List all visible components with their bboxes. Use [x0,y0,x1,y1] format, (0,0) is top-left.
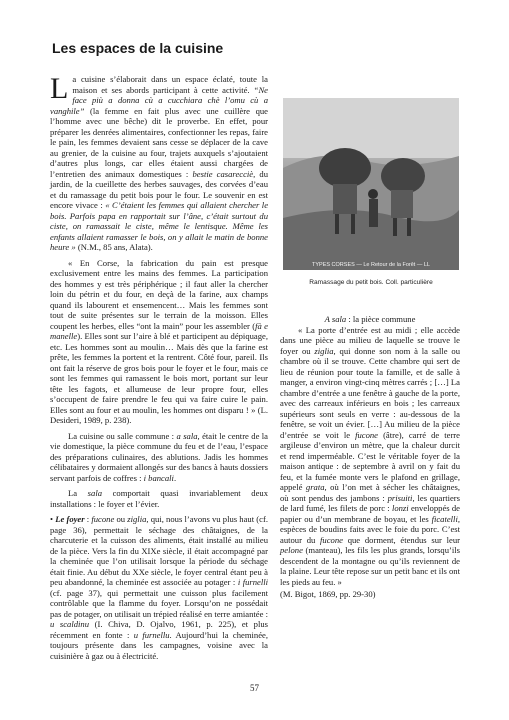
quote-reference: (M. Bigot, 1869, pp. 29-30) [280,589,376,599]
paragraph-quote-desideri: « En Corse, la fabrication du pain est presque exclusivement entre les mains des femmes. La participation des hommes y est très périphérique ; il faut aller la chercher loin du pétrin et du four, en deçà de la farine, aux champs quand ils labourent et ensemencent… Mais les femmes sont tout de suite présentes sur le terrain de la moisson. Elles coupent les herbes, elles “ont la main” pour les assembler (fà e manelle). Elles sont sur l’aire à blé et participent au dépiquage, etc. Les hommes sont au moulin… Mais dès que la farine est prête, les femmes la portent et la rentrent. Côté four, pareil. Ils ont fait la réserve de gros bois pour le foyer et le four, mais ce sont les femmes qui ramassent le bois mort, portant sur leur tête les fagots, et allumeuse de leur propre four, elles s’occupent de faire prendre le feu qui va faire cuire le pain. Elles sont au four et au moulin, les hommes ont disparu ! » (L. Desideri, 1989, p. 238). [50,257,268,425]
photo-caption: Ramassage du petit bois. Coll. particulière [309,279,433,286]
historical-photo [283,98,459,270]
left-column [50,74,268,661]
sidebar-subtitle: A sala : la pièce commune [324,314,416,324]
photo-illustration [283,98,459,270]
right-column [280,314,460,600]
drop-cap: L [50,72,69,105]
paragraph-installations: La sala comportait quasi invariablement deux installations : le foyer et l’évier. [50,488,268,509]
page-title: Les espaces de la cuisine [52,40,224,56]
paragraph-intro: La cuisine s’élaborait dans un espace éclaté, toute la maison et ses abords participant à cette activité. “Ne face più a donna cù a cucchiara chè l’omu cù a vanghile” (la femme en fait plus avec une cuillère que l’homme avec une bêche) dit le proverbe. En effet, pour préparer les denrées alimentaires, confectionner les repas, faire le pain, les femmes devaient sans cesse se déplacer de la cave au grenier, de la cuisine au four, trajets auxquels s’ajoutaient d’autres plus longs, car elles étaient aussi chargées de l’entretien des animaux domestiques : bestie casarecciè, du jardin, de la cueillette des herbes sauvages, des corvées d’eau et du ramassage du petit bois pour le four. Le souvenir en est encore vivace : « C’étaient les femmes qui allaient chercher le bois. Parfois papa en rapportait sur l’âne, c’était surtout du ciste, on ramassait le ciste, même le lentisque. Même les enfants allaient ramasser le bois, on y allait le matin de bonne heure » (N.M., 85 ans, Alata). [50,72,269,252]
page-number: 57 [250,683,259,693]
quote-bigot: « La porte d’entrée est au midi ; elle accède dans une pièce au milieu de laquelle se trouve le foyer ou ziglia, qui donne son nom à la salle ou chambre où il se trouve. Cette chambre qui sert de lieu de réunion pour toute la famille, et de salle à manger, a environ vingt-cinq mètres carrés ; […] La chambre d’entrée a une fenêtre à gauche de la porte, avec des carreaux inférieurs en bois ; les carreaux supérieurs sont seuls en verre : au-dessous de la fenêtre, se voit un évier. […] Au milieu de la pièce d’entrée se voit le fucone (âtre), carré de terre argileuse d’environ un mètre, que la chaleur durcit et rend imperméable. C’est le véritable foyer de la maison antique : de septembre à avril on y fait du feu, et la fumée monte vers le plafond en grillage, appelé grata, où l’on met à sécher les châtaignes, où sont pendus des jambons : prisuiti, les quartiers de lard fumé, les filets de porc : lonzi enveloppés de papier ou d’un membrane de boyau, et les ficatelli, espèces de boudins faits avec le foie du porc. C’est autour du fucone que dorment, étendus sur leur pelone (manteau), les fils les plus grands, lorsqu’ils descendent de la montagne ou qu’ils reviennent de la plaine. Leur tête repose sur un petit banc et ils ont les pieds au feu. » [280,324,461,587]
paragraph-foyer: • Le foyer : fucone ou ziglia, qui, nous l’avons vu plus haut (cf. page 36), permettait le séchage des châtaignes, de la charcuterie et la cuisson des aliments, était installé au milieu de la pièce. Vers la fin du XIXe siècle, il était accompagné par la cheminée que l’on utilisait lorsque la période du séchage était finie. Au début du XXe siècle, le foyer central étant peu à peu abandonné, la cheminée est associée au potager : i furnelli (cf. page 37), qui permettait une cuisson plus facilement contrôlable que la flamme du foyer. Lorsqu’on ne possédait pas de potager, on utilisait un trépied réalisé en terre amiantée : u scaldinu (I. Chiva, D. Ojalvo, 1961, p. 225), et plus récemment en fonte : u furnellu. Aujourd’hui la cheminée, toujours présente dans les campagnes, voisine avec la cuisinière à gaz ou à électricité. [50,514,268,661]
photo-inner-caption: TYPES CORSES — Le Retour de la Forêt — LL [312,262,430,268]
paragraph-sala: La cuisine ou salle commune : a sala, était le centre de la vie domestique, la pièce commune du feu et de l’eau, l’espace des préparations culinaires, des ablutions. Jadis les hommes célibataires y dormaient allongés sur des bancs à hauts dossiers servant parfois de coffres : i bancali. [50,430,268,483]
